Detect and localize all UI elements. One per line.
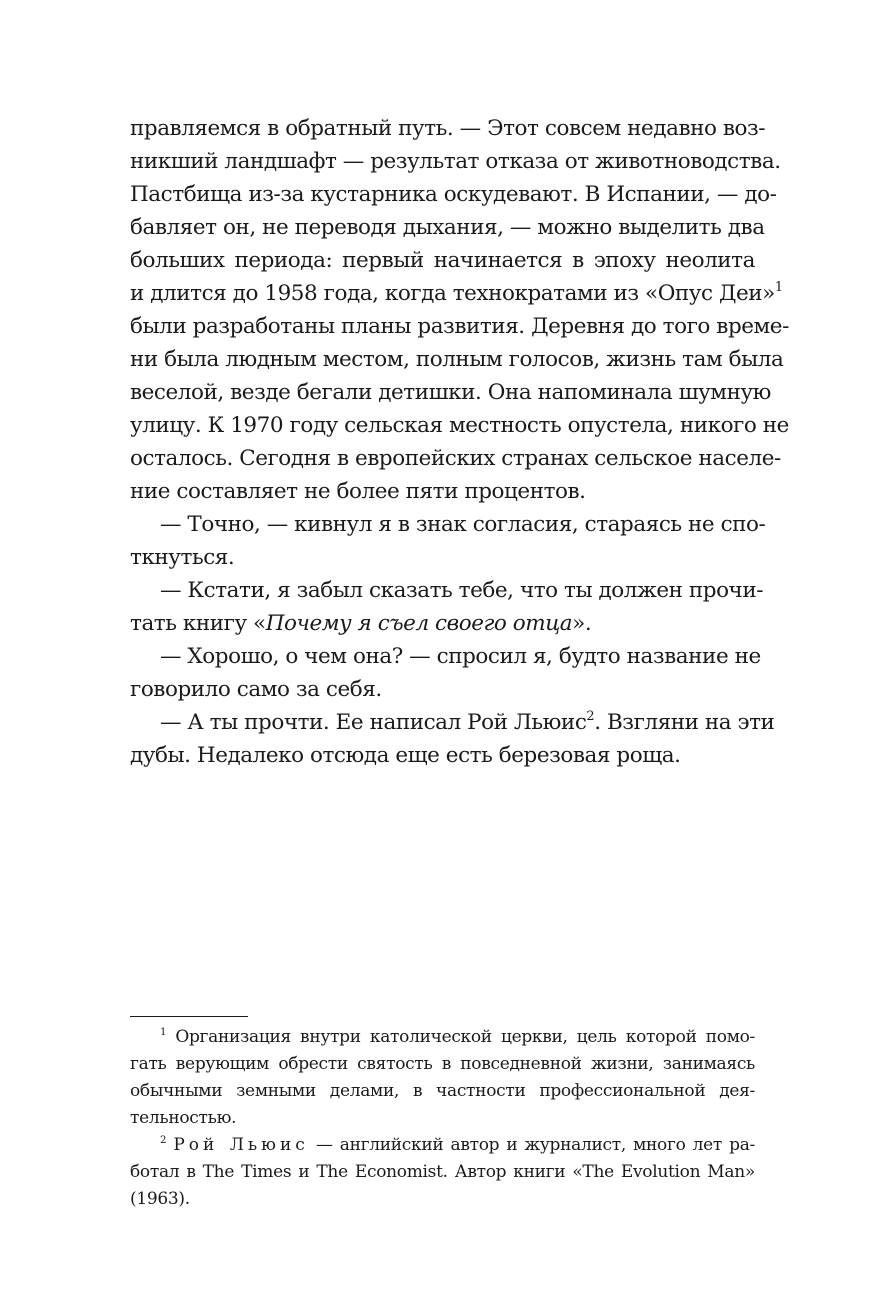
text-line: говорило само за себя. (130, 677, 382, 702)
footnote-1-line: обычными земными делами, в частности профессиональной дея- (130, 1081, 755, 1101)
footnote-separator (130, 1016, 248, 1017)
text-line: — Хорошо, о чем она? — спросил я, будто название не (160, 644, 761, 669)
book-title: Почему я съел своего отца (265, 611, 573, 636)
text-span: — А ты прочти. Ее написал Рой Льюис (160, 710, 587, 735)
footnote-ref-2: 2 (586, 708, 595, 724)
text-line: больших периода: первый начинается в эпоху неолита (130, 248, 755, 273)
footnote-1-mark: 1 (160, 1026, 167, 1038)
text-line: правляемся в обратный путь. — Этот совсем недавно воз- (130, 116, 766, 141)
text-span: Организация внутри католической церкви, цель которой помо- (175, 1027, 755, 1047)
text-line: ние составляет не более пяти процентов. (130, 479, 586, 504)
text-line: ткнуться. (130, 545, 235, 570)
text-line: осталось. Сегодня в европейских странах сельское населе- (130, 446, 781, 471)
text-span: тать книгу « (130, 611, 266, 636)
author-name: Рой Льюис (173, 1135, 309, 1155)
footnote-2-mark: 2 (160, 1134, 167, 1146)
text-line: — Точно, — кивнул я в знак согласия, стараясь не спо- (160, 512, 766, 537)
text-line: никший ландшафт — результат отказа от животноводства. (130, 149, 781, 174)
text-line: ни была людным местом, полным голосов, жизнь там была (130, 347, 784, 372)
text-line: — Кстати, я забыл сказать тебе, что ты должен прочи- (160, 578, 764, 603)
text-span: ». (572, 611, 592, 636)
footnote-1-line (130, 1024, 755, 1051)
text-line-with-footnote (130, 277, 783, 310)
text-line-with-footnote (130, 706, 775, 739)
footnote-1-line: гать верующим обрести святость в повседневной жизни, занимаясь (130, 1054, 755, 1074)
text-line: бавляет он, не переводя дыхания, — можно выделить два (130, 215, 765, 240)
footnote-2-line (130, 1132, 755, 1159)
text-line: Пастбища из-за кустарника оскудевают. В Испании, — до- (130, 182, 777, 207)
text-line: улицу. К 1970 году сельская местность опустела, никого не (130, 413, 789, 438)
text-line-with-title (130, 607, 755, 640)
main-text (130, 112, 789, 772)
footnote-1-line: тельностью. (130, 1108, 237, 1128)
text-line: дубы. Недалеко отсюда еще есть березовая роща. (130, 743, 681, 768)
footnotes (130, 1024, 755, 1213)
footnote-2-line: (1963). (130, 1189, 190, 1209)
footnote-2-line: ботал в The Times и The Economist. Автор книги «The Evolution Man» (130, 1162, 755, 1182)
text-span: . Взгляни на эти (594, 710, 775, 735)
footnote-ref-1: 1 (774, 279, 783, 295)
text-line: веселой, везде бегали детишки. Она напоминала шумную (130, 380, 771, 405)
text-span: и длится до 1958 года, когда технократами из «Опус Деи» (130, 281, 775, 306)
text-span: — английский автор и журналист, много лет ра- (308, 1135, 755, 1155)
text-line: были разработаны планы развития. Деревня до того време- (130, 314, 789, 339)
